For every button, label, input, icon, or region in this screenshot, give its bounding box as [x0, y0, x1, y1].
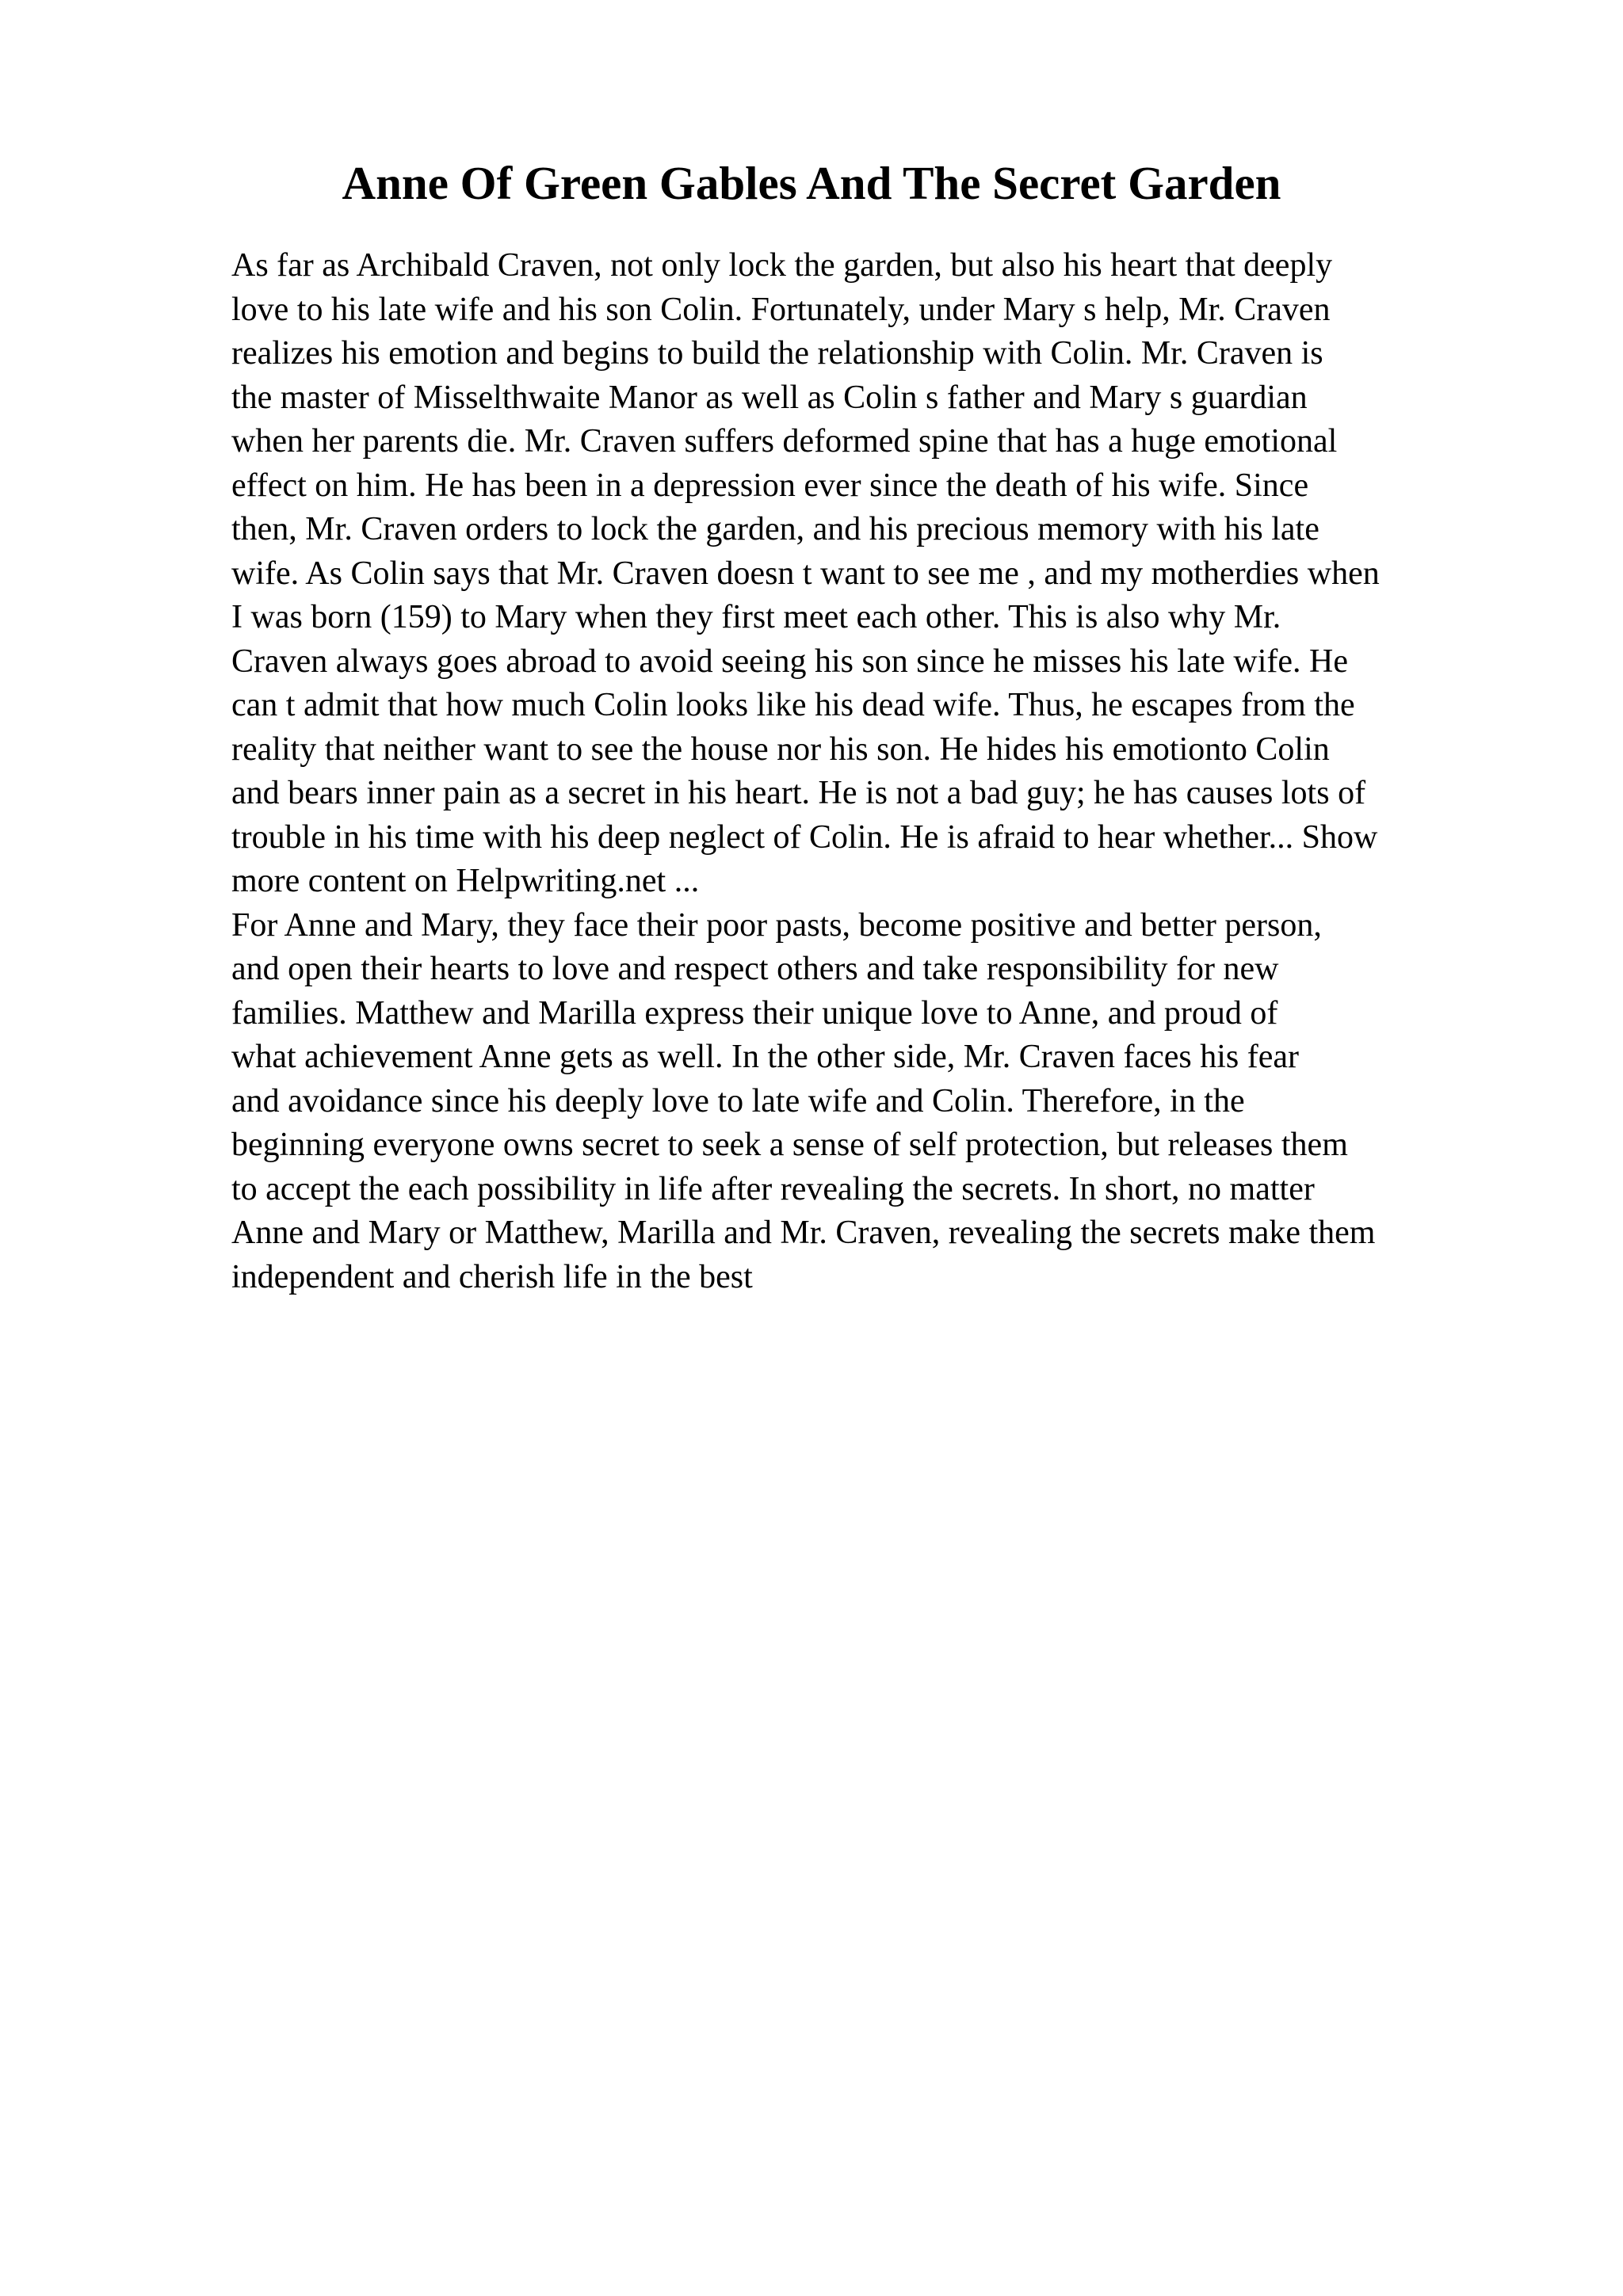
body-line: effect on him. He has been in a depression ever since the death of his wife. Since — [231, 467, 1309, 504]
body-line: realizes his emotion and begins to build the relationship with Colin. Mr. Craven is — [231, 335, 1323, 372]
body-line: beginning everyone owns secret to seek a sense of self protection, but releases them — [231, 1127, 1348, 1163]
body-line: and open their hearts to love and respect others and take responsibility for new — [231, 951, 1279, 987]
body-line: I was born (159) to Mary when they first meet each other. This is also why Mr. — [231, 599, 1281, 635]
body-line: then, Mr. Craven orders to lock the garden, and his precious memory with his late — [231, 511, 1319, 547]
body-line: wife. As Colin says that Mr. Craven doesn t want to see me , and my motherdies when — [231, 555, 1380, 592]
body-line: reality that neither want to see the house nor his son. He hides his emotionto Colin — [231, 730, 1330, 768]
body-line: love to his late wife and his son Colin. Fortunately, under Mary s help, Mr. Craven — [231, 291, 1331, 328]
body-line: families. Matthew and Marilla express their unique love to Anne, and proud of — [231, 994, 1278, 1032]
body-line: trouble in his time with his deep neglect of Colin. He is afraid to hear whether... Show — [231, 818, 1378, 856]
body-line: more content on Helpwriting.net ... — [231, 863, 700, 899]
body-line: independent and cherish life in the best — [231, 1258, 753, 1295]
body-line: and bears inner pain as a secret in his heart. He is not a bad guy; he has causes lots of — [231, 775, 1366, 811]
body-line: For Anne and Mary, they face their poor pasts, become positive and better person, — [231, 906, 1322, 944]
body-line: Craven always goes abroad to avoid seeing his son since he misses his late wife. He — [231, 643, 1348, 680]
body-line: As far as Archibald Craven, not only lock the garden, but also his heart that deeply — [231, 247, 1333, 284]
body-line: can t admit that how much Colin looks like his dead wife. Thus, he escapes from the — [231, 687, 1355, 723]
body-line: and avoidance since his deeply love to late wife and Colin. Therefore, in the — [231, 1082, 1245, 1119]
document-title: Anne Of Green Gables And The Secret Garden — [342, 157, 1281, 209]
document-body — [231, 244, 1547, 1299]
body-line: to accept the each possibility in life after revealing the secrets. In short, no matter — [231, 1170, 1315, 1207]
body-line: what achievement Anne gets as well. In the other side, Mr. Craven faces his fear — [231, 1039, 1300, 1075]
body-line: Anne and Mary or Matthew, Marilla and Mr. Craven, revealing the secrets make them — [231, 1215, 1376, 1251]
body-line: when her parents die. Mr. Craven suffers deformed spine that has a huge emotional — [231, 423, 1338, 460]
body-line: the master of Misselthwaite Manor as well as Colin s father and Mary s guardian — [231, 379, 1308, 416]
